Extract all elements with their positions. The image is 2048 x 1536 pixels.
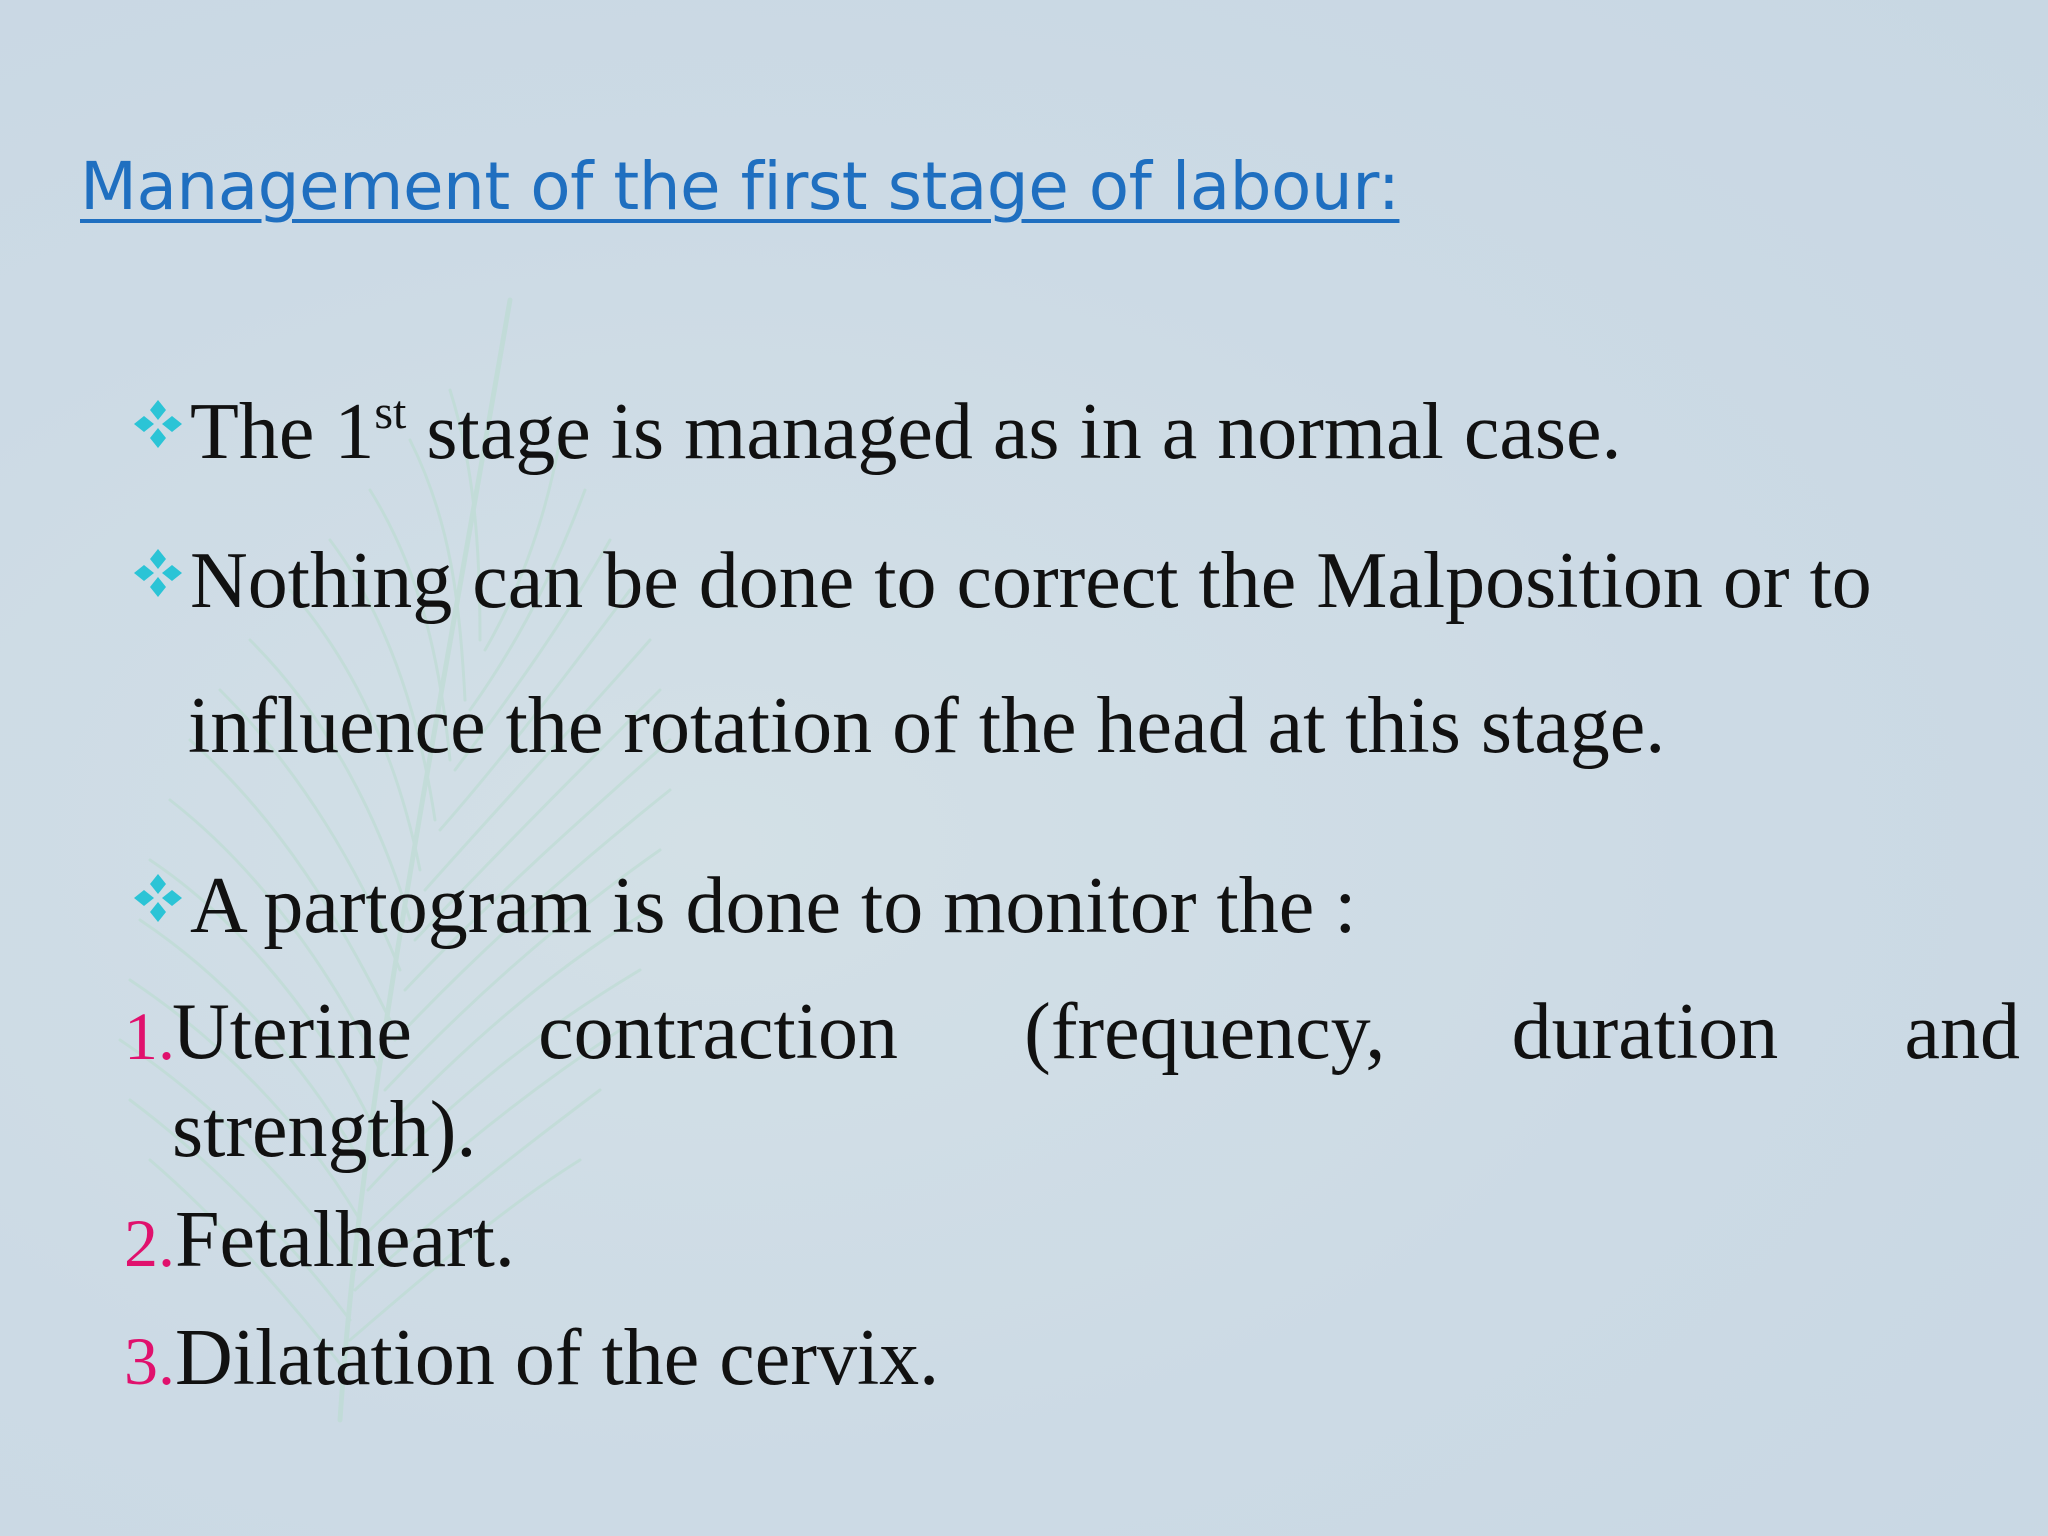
word: contraction: [538, 988, 898, 1076]
numbered-item-1-line-1: [172, 988, 2020, 1076]
word: duration: [1511, 988, 1779, 1076]
list-number-3: 3.: [124, 1323, 175, 1399]
bullet-text: Nothing can be done to correct the Malposition or to: [190, 537, 1872, 625]
bullet-item-2: [130, 537, 1872, 625]
word: and: [1904, 988, 2020, 1076]
four-diamond-bullet-icon: [130, 870, 186, 926]
list-number-2: 2.: [124, 1205, 175, 1281]
list-item-text: Dilatation of the cervix.: [175, 1314, 940, 1402]
four-diamond-bullet-icon: [130, 545, 186, 601]
list-item-text: Fetalheart.: [175, 1196, 515, 1284]
numbered-item-3: [124, 1314, 940, 1402]
slide-title: Management of the first stage of labour:: [80, 148, 1400, 225]
superscript-st: st: [374, 386, 407, 439]
bullet-text: A partogram is done to monitor the :: [190, 862, 1357, 950]
numbered-item-1-line-2: strength).: [172, 1086, 477, 1174]
bullet-text: stage is managed as in a normal case.: [406, 388, 1622, 476]
bullet-text: The 1: [190, 388, 375, 476]
numbered-item-2: [124, 1196, 515, 1284]
bullet-item-1: [130, 386, 1622, 476]
word: (frequency,: [1024, 988, 1386, 1076]
word: Uterine: [172, 988, 412, 1076]
list-number-1: 1.: [124, 998, 175, 1074]
bullet-item-2-continuation: influence the rotation of the head at this stage.: [188, 682, 1666, 770]
four-diamond-bullet-icon: [130, 396, 186, 452]
bullet-item-3: [130, 862, 1357, 950]
